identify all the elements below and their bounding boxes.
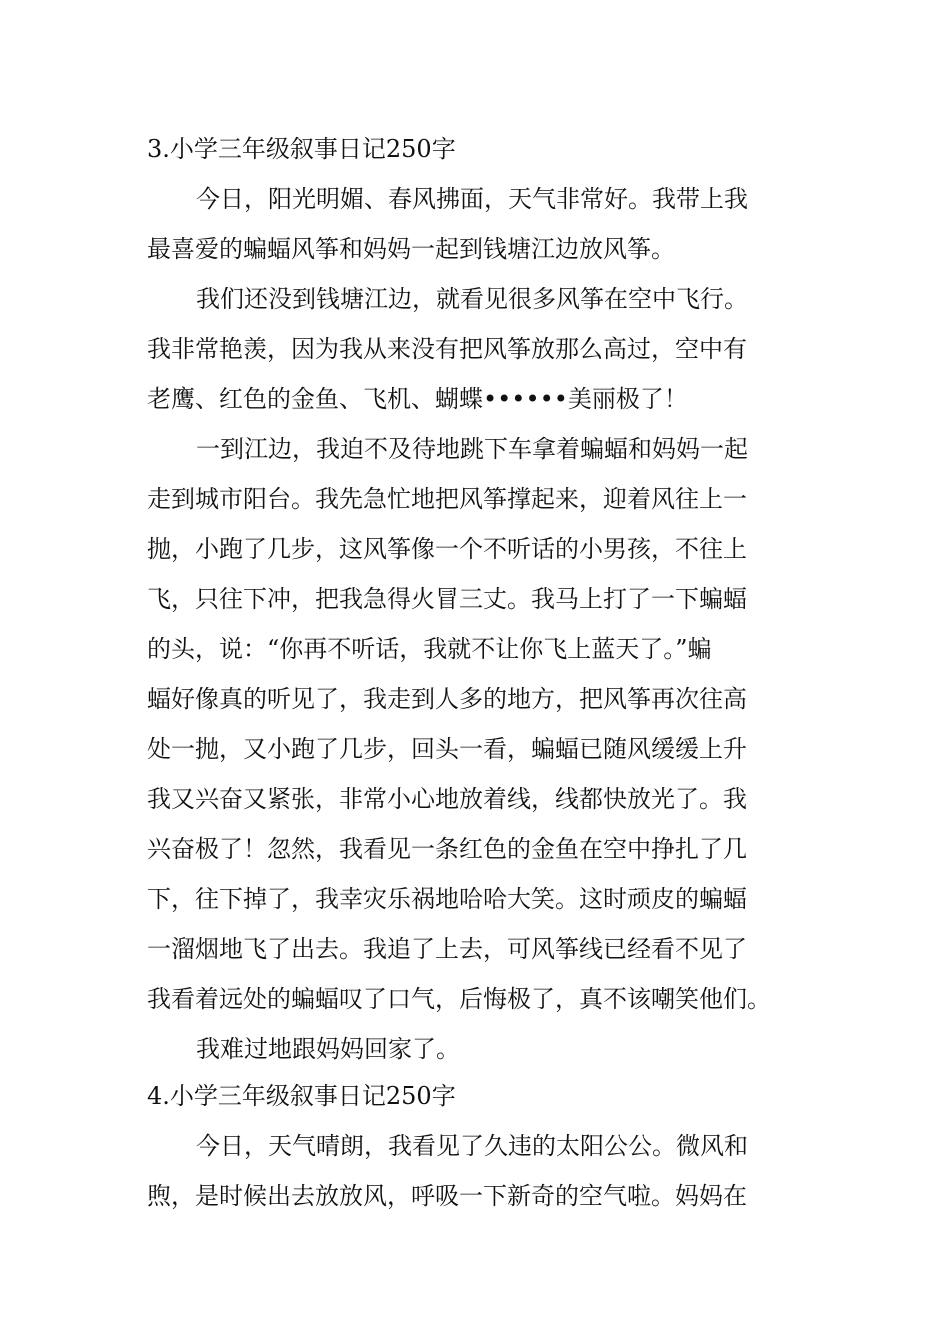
paragraph-line: 蝠好像真的听见了，我走到人多的地方，把风筝再次往高 [147,685,747,713]
paragraph-line: 我难过地跟妈妈回家了。 [196,1035,460,1063]
paragraph-line: 兴奋极了！忽然，我看见一条红色的金鱼在空中挣扎了几 [147,835,747,863]
paragraph-line: 的头，说：“你再不听话，我就不让你飞上蓝天了。”蝙 [147,635,712,663]
paragraph-line: 我看着远处的蝙蝠叹了口气，后悔极了，真不该嘲笑他们。 [147,985,771,1013]
paragraph-line: 飞，只往下冲，把我急得火冒三丈。我马上打了一下蝙蝠 [147,585,747,613]
section-heading: 3.小学三年级叙事日记250字 [147,135,456,163]
paragraph-line: 处一抛，又小跑了几步，回头一看，蝙蝠已随风缓缓上升 [147,735,747,763]
paragraph-line: 我又兴奋又紧张，非常小心地放着线，线都快放光了。我 [147,785,747,813]
paragraph-line: 一溜烟地飞了出去。我追了上去，可风筝线已经看不见了 [147,935,747,963]
paragraph-line: 走到城市阳台。我先急忙地把风筝撑起来，迎着风往上一 [147,485,747,513]
paragraph-line: 我非常艳羡，因为我从来没有把风筝放那么高过，空中有 [147,335,747,363]
paragraph-line: 今日，天气晴朗，我看见了久违的太阳公公。微风和 [196,1132,748,1160]
section-heading: 4.小学三年级叙事日记250字 [147,1082,456,1110]
paragraph-line: 我们还没到钱塘江边，就看见很多风筝在空中飞行。 [196,285,748,313]
paragraph-line: 下，往下掉了，我幸灾乐祸地哈哈大笑。这时顽皮的蝙蝠 [147,885,747,913]
paragraph-line: 煦，是时候出去放放风，呼吸一下新奇的空气啦。妈妈在 [147,1182,747,1210]
paragraph-line: 抛，小跑了几步，这风筝像一个不听话的小男孩，不往上 [147,535,747,563]
paragraph-line: 老鹰、红色的金鱼、飞机、蝴蝶••••••美丽极了！ [147,385,688,413]
paragraph-line: 今日，阳光明媚、春风拂面，天气非常好。我带上我 [196,185,748,213]
paragraph-line: 一到江边，我迫不及待地跳下车拿着蝙蝠和妈妈一起 [196,435,748,463]
paragraph-line: 最喜爱的蝙蝠风筝和妈妈一起到钱塘江边放风筝。 [147,235,675,263]
